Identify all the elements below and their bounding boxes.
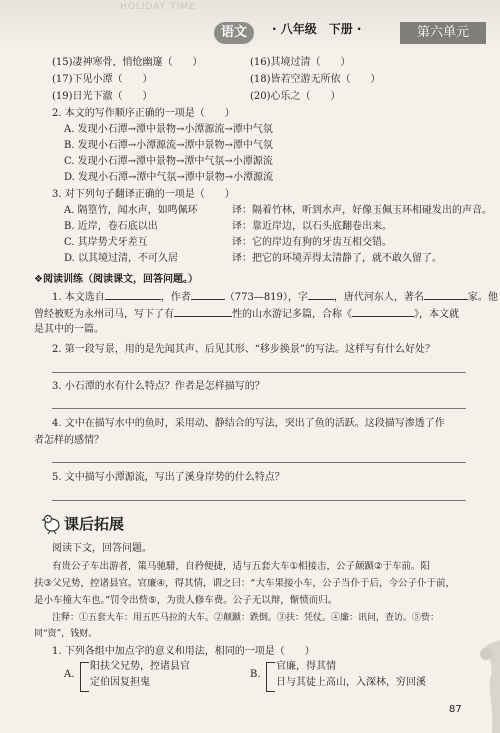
option-a-label: A. <box>64 669 75 680</box>
question-2-option: A. 发现小石潭→潭中景物→小潭源流→潭中气氛 <box>64 124 273 135</box>
reading-q5: 5. 文中描写小潭源流，写出了溪身岸势的什么特点？ <box>52 472 285 483</box>
reading-q1-text: ，唐代河东人，著名 <box>333 292 424 303</box>
reading-q4-line1: 4. 文中在描写水中的鱼时，采用动、静结合的写法，突出了鱼的活跃。这段描写渗透了作 <box>52 418 445 429</box>
answer-line[interactable] <box>52 372 466 373</box>
reading-q1-text: 》，本文就 <box>414 309 459 320</box>
reading-q2: 2. 第一段写景，用的是先闻其声、后见其形、“移步换景”的写法。这样写有什么好处？ <box>52 344 435 355</box>
vocab-item: (16)其境过清（ ） <box>250 57 351 68</box>
answer-line[interactable] <box>52 408 466 409</box>
unit-badge: 第六单元 <box>400 22 486 44</box>
option-a-sentence: 阳扶父兄势，控诸县官 <box>90 661 190 672</box>
reading-q1-line1 <box>52 289 498 305</box>
answer-blank[interactable] <box>174 306 232 317</box>
option-b-label: B. <box>250 669 261 680</box>
question-3-option-sentence: A. 隔篁竹，闻水声，如鸣佩环 <box>64 205 198 216</box>
vocab-item: (17)下见小潭（ ） <box>52 74 153 85</box>
reading-q1-text: 性的山水游记多篇，合称《 <box>232 309 352 320</box>
passage-line: 是小车撞大车也。”罚令出赀⑤，为贵人修车费。公子无以辩，惭愤而归。 <box>34 595 338 606</box>
reading-q4-line2: 者怎样的感情？ <box>34 435 104 446</box>
question-2-option: D. 发现小石潭→潭中气氛→潭中景物→小潭源流 <box>64 172 274 183</box>
answer-line[interactable] <box>52 500 466 501</box>
question-3-option-translation: 译：把它的环境弄得太清静了，就不敢久留了。 <box>232 253 442 264</box>
extension-instruction: 阅读下文，回答问题。 <box>52 543 152 554</box>
reading-q1-text: （773—819），字 <box>224 292 308 303</box>
reading-q3: 3. 小石潭的水有什么特点？作者是怎样描写的？ <box>52 381 265 392</box>
page-header <box>0 0 500 48</box>
question-3-option-sentence: B. 近岸，卷石底以出 <box>64 221 158 232</box>
subject-badge: 语文 <box>214 22 254 44</box>
answer-blank[interactable] <box>105 289 161 300</box>
annotation-line: 注释：①五套大车：用五匹马拉的大车。②颠踬：跌倒。③扶：凭仗。④廉：讯问，查访。⑤赀： <box>52 613 440 623</box>
answer-blank[interactable] <box>352 306 414 317</box>
vocab-item: (19)日光下澈（ ） <box>52 91 153 102</box>
question-3-option-sentence: D. 以其境过清，不可久居 <box>64 253 179 264</box>
option-a-brace <box>80 662 89 692</box>
answer-line[interactable] <box>52 462 466 463</box>
reading-q1-line2 <box>34 306 459 322</box>
answer-blank[interactable] <box>308 289 334 300</box>
vocab-item: (15)凄神寒骨，悄怆幽邃（ ） <box>52 57 203 68</box>
answer-blank[interactable] <box>424 289 468 300</box>
question-2-option: C. 发现小石潭→潭中景物→潭中气氛→小潭源流 <box>64 156 273 167</box>
header-watermark: HOLIDAY TIME <box>120 2 196 12</box>
grade-label: · 八年级 下册 · <box>272 22 362 36</box>
reading-q1-text: 家。他 <box>467 292 498 303</box>
question-2-stem: 2. 本文的写作顺序正确的一项是（ ） <box>52 108 235 119</box>
question-3-option-sentence: C. 其岸势犬牙差互 <box>64 237 148 248</box>
extension-banner-label: 课后拓展 <box>64 515 125 533</box>
extension-q1-stem: 1. 下列各组中加点字的意义和用法，相同的一项是（ ） <box>52 646 315 657</box>
passage-line: 扶③父兄势，控诸县官。官廉④，得其情，谓之曰：“大车果接小车，公子当仆于后，今公子仆于前， <box>34 578 455 589</box>
reading-section-heading: ❖阅读训练（阅读课文，回答问题。） <box>34 274 198 285</box>
option-a-sentence: 定伯因复担鬼 <box>90 677 150 688</box>
page-number: 87 <box>449 704 462 715</box>
option-b-sentence: 官廉，得其情 <box>276 661 336 672</box>
question-3-stem: 3. 对下列句子翻译正确的一项是（ ） <box>52 189 235 200</box>
reading-q1-text: 曾经被贬为永州司马，写下了有 <box>34 309 174 320</box>
reading-q1-line3: 是其中的一篇。 <box>34 324 104 335</box>
vocab-item: (20)心乐之（ ） <box>250 91 341 102</box>
annotation-line: 同“资”，钱财。 <box>34 629 98 639</box>
option-b-sentence: 日与其徒上高山，入深林，穷回溪 <box>276 677 426 688</box>
decorative-figure <box>460 640 500 733</box>
reading-q1-text: ，作者 <box>160 292 191 303</box>
question-3-option-translation: 译：隔着竹林，听到水声，好像玉佩玉环相碰发出的声音。 <box>232 205 492 216</box>
vocab-item: (18)皆若空游无所依（ ） <box>250 74 381 85</box>
bird-icon <box>40 511 64 535</box>
reading-q1-text: 1. 本文选自 <box>52 292 105 303</box>
question-3-option-translation: 译：它的岸边有狗的牙齿互相交错。 <box>232 237 392 248</box>
answer-blank[interactable] <box>191 289 225 300</box>
passage-line: 有贵公子车出游者，策马驰騑，自矜便捷，适与五套大车①相接击，公子颠踬②于车前。阳 <box>52 561 431 572</box>
question-3-option-translation: 译：靠近岸边，以石头底翻卷出来。 <box>232 221 392 232</box>
extension-banner <box>40 511 136 535</box>
option-b-brace <box>266 662 275 692</box>
question-2-option: B. 发现小石潭→小潭源流→潭中景物→潭中气氛 <box>64 140 273 151</box>
